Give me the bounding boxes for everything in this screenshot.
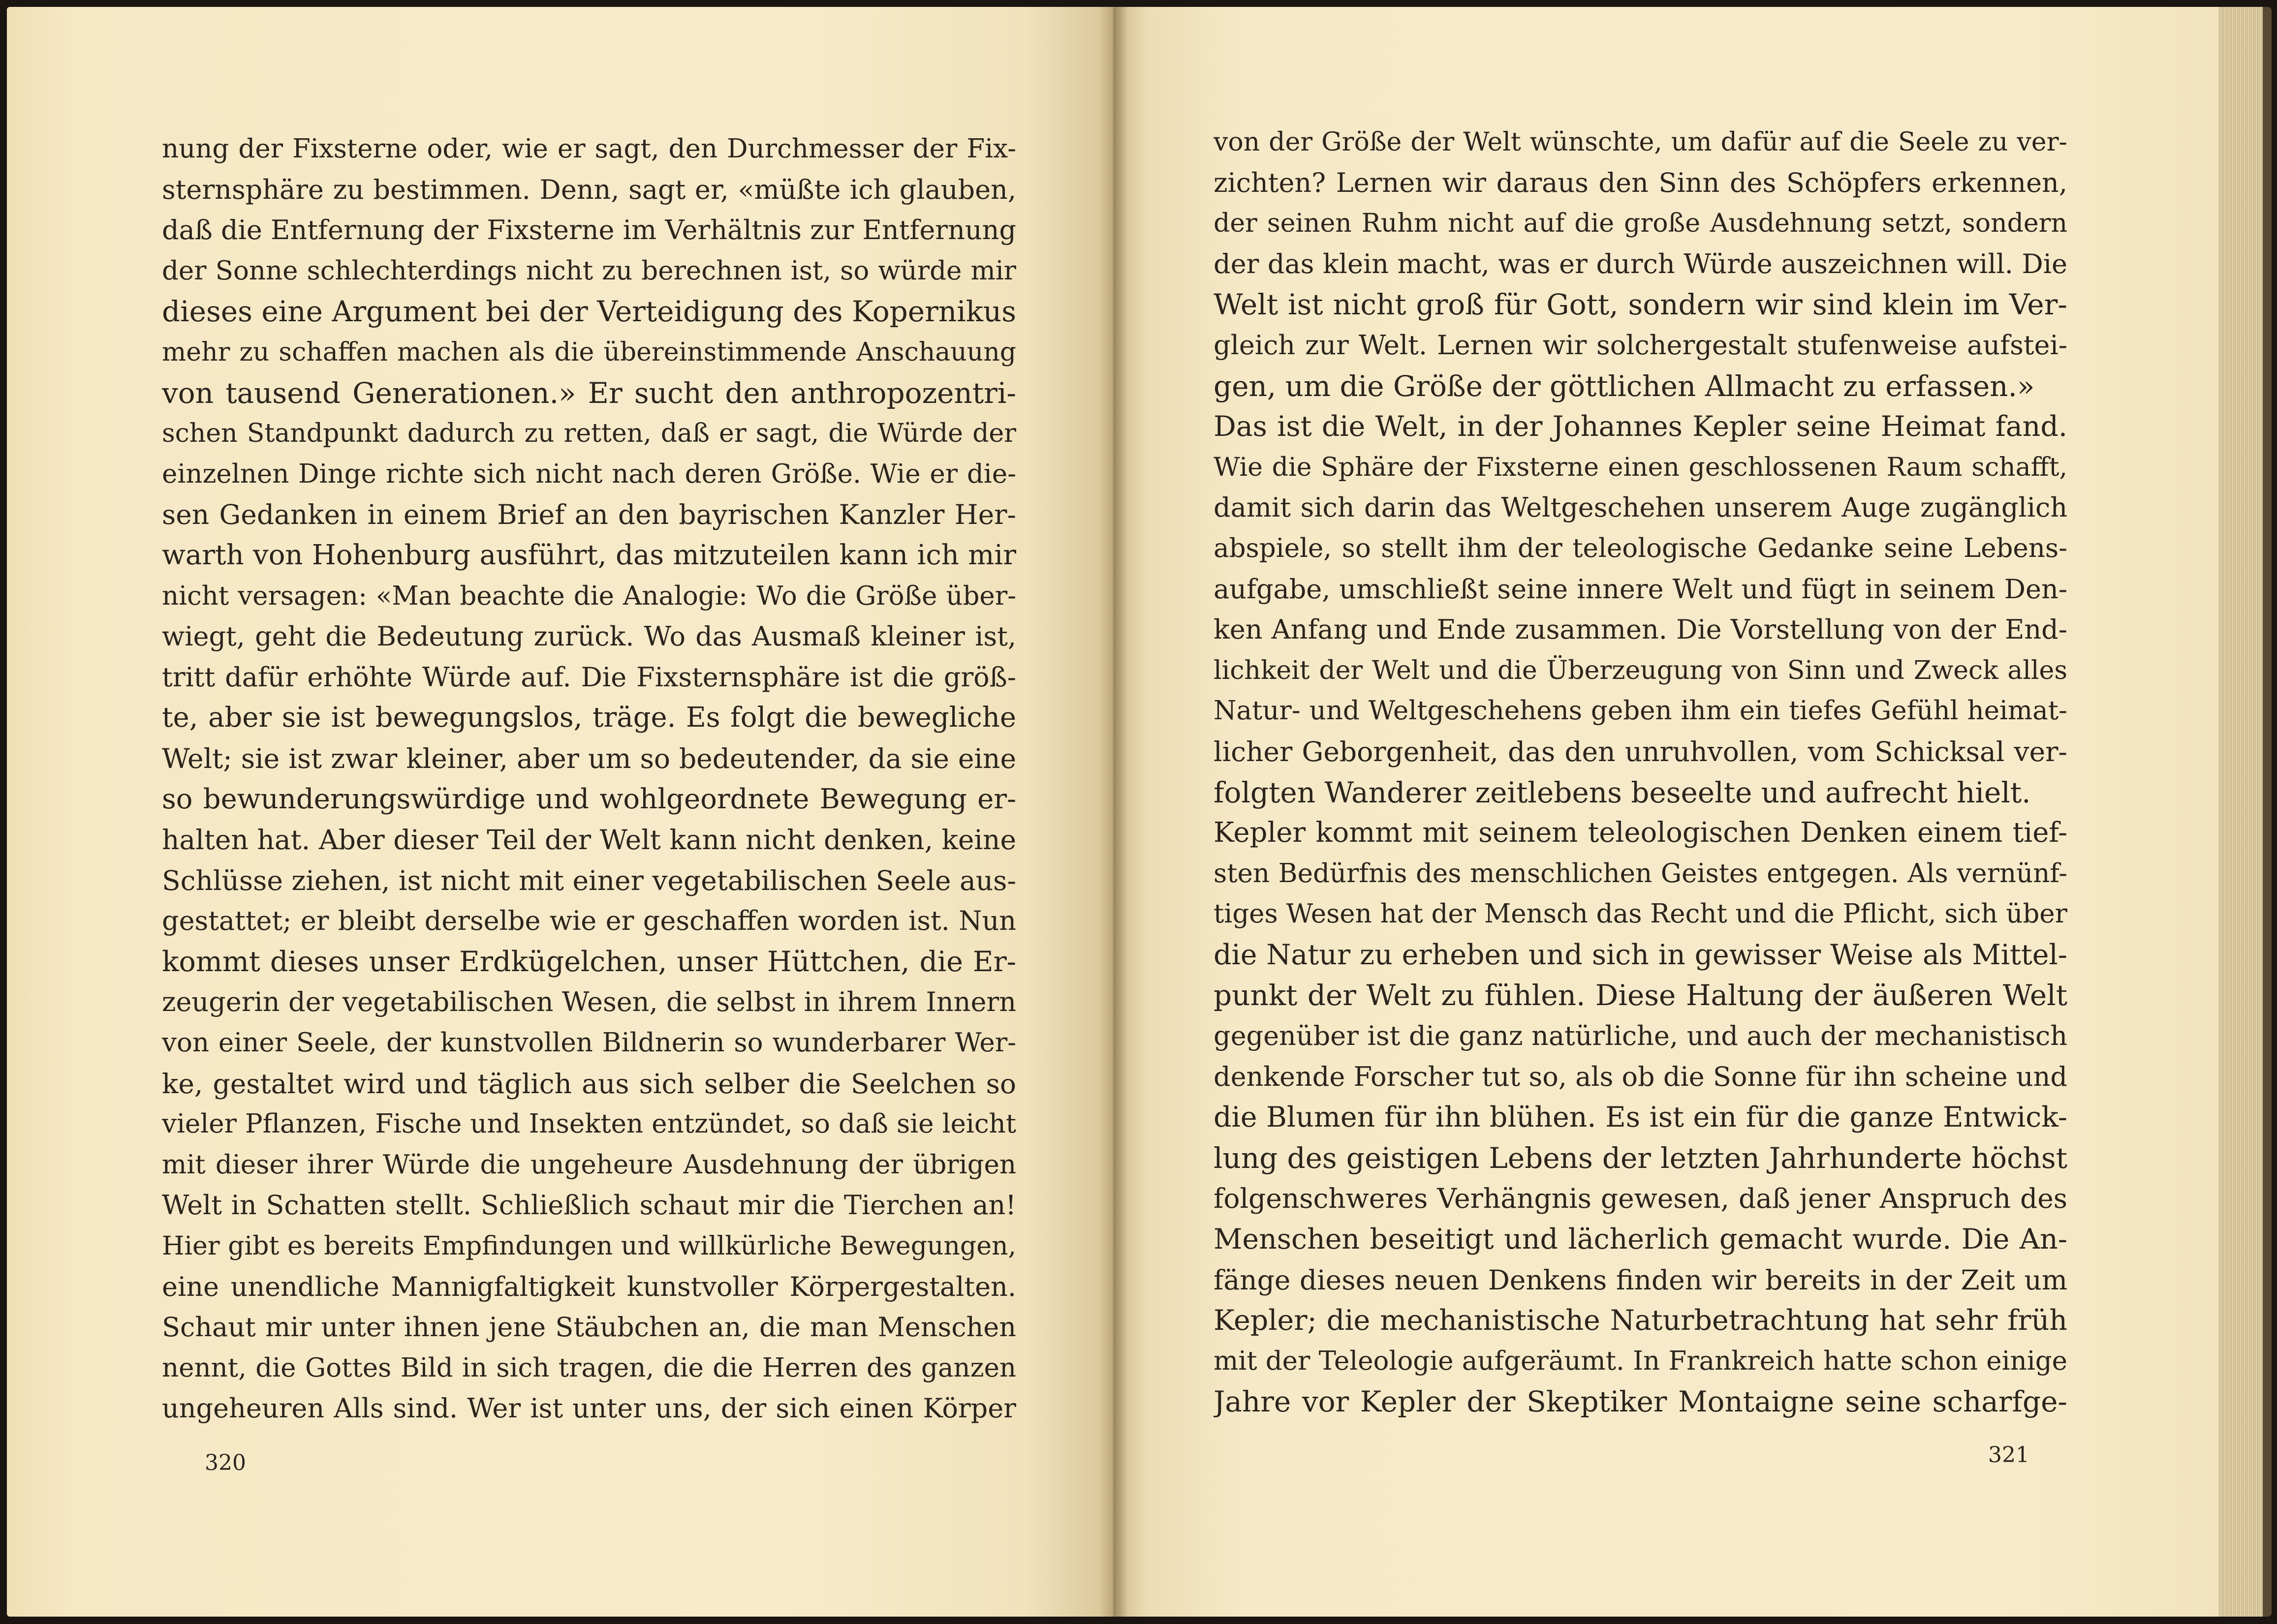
text-line: folgenschweres Verhängnis gewesen, daß jener Anspruch des bbox=[1214, 1183, 2067, 1215]
text-line: folgten Wanderer zeitlebens beseelte und aufrecht hielt. bbox=[1214, 775, 2031, 809]
text-line: tiges Wesen hat der Mensch das Recht und die Pflicht, sich über bbox=[1214, 899, 2067, 929]
text-line: warth von Hohenburg ausführt, das mitzuteilen kann ich mir bbox=[162, 539, 1016, 571]
text-line: so bewunderungswürdige und wohlgeordnete Bewegung er- bbox=[162, 783, 1016, 815]
text-line: dieses eine Argument bei der Verteidigung des Kopernikus bbox=[162, 295, 1016, 329]
text-line: Schlüsse ziehen, ist nicht mit einer vegetabilischen Seele aus- bbox=[162, 864, 1016, 896]
text-line: licher Geborgenheit, das den unruhvollen, vom Schicksal ver- bbox=[1214, 735, 2067, 767]
text-line: nicht versagen: «Man beachte die Analogie: Wo die Größe über- bbox=[162, 581, 1016, 611]
page-number-right: 321 bbox=[1988, 1442, 2029, 1468]
text-line: sen Gedanken in einem Brief an den bayrischen Kanzler Her- bbox=[162, 499, 1016, 531]
text-line: Das ist die Welt, in der Johannes Kepler seine Heimat fand. bbox=[1214, 410, 2067, 443]
text-line: der seinen Ruhm nicht auf die große Ausdehnung setzt, sondern bbox=[1214, 209, 2067, 239]
text-line: tritt dafür erhöhte Würde auf. Die Fixsternsphäre ist die größ- bbox=[162, 661, 1016, 693]
text-line: gegenüber ist die ganz natürliche, und auch der mechanistisch bbox=[1214, 1020, 2067, 1052]
text-line: gestattet; er bleibt derselbe wie er geschaffen worden ist. Nun bbox=[162, 905, 1016, 937]
text-line: abspiele, so stellt ihm der teleologische Gedanke seine Lebens- bbox=[1214, 533, 2067, 563]
text-line: Kepler kommt mit seinem teleologischen Denken einem tief- bbox=[1214, 817, 2067, 849]
text-line: von einer Seele, der kunstvollen Bildnerin so wunderbarer Wer- bbox=[162, 1028, 1016, 1058]
text-line: fänge dieses neuen Denkens finden wir bereits in der Zeit um bbox=[1214, 1264, 2067, 1296]
text-line: sten Bedürfnis des menschlichen Geistes entgegen. Als vernünf- bbox=[1214, 858, 2067, 889]
text-line: Menschen beseitigt und lächerlich gemacht wurde. Die An- bbox=[1214, 1223, 2067, 1256]
text-line: mit dieser ihrer Würde die ungeheure Ausdehnung der übrigen bbox=[162, 1149, 1016, 1180]
text-line: die Blumen für ihn blühen. Es ist ein für die ganze Entwick- bbox=[1214, 1101, 2067, 1134]
text-line: mehr zu schaffen machen als die übereinstimmende Anschauung bbox=[162, 337, 1016, 367]
text-line: Jahre vor Kepler der Skeptiker Montaigne seine scharfge- bbox=[1214, 1385, 2067, 1419]
text-line: gleich zur Welt. Lernen wir solchergestalt stufenweise aufstei- bbox=[1214, 329, 2067, 361]
text-line: Natur- und Weltgeschehens geben ihm ein tiefes Gefühl heimat- bbox=[1214, 696, 2067, 726]
text-line: einzelnen Dinge richte sich nicht nach deren Größe. Wie er die- bbox=[162, 459, 1016, 489]
text-line: der Sonne schlechterdings nicht zu berechnen ist, so würde mir bbox=[162, 255, 1016, 286]
text-line: denkende Forscher tut so, als ob die Sonne für ihn scheine und bbox=[1214, 1061, 2067, 1092]
text-line: Welt ist nicht groß für Gott, sondern wir sind klein im Ver- bbox=[1214, 288, 2067, 322]
book-gutter bbox=[1098, 7, 1128, 1617]
cover-edge bbox=[2263, 7, 2272, 1617]
text-line: Hier gibt es bereits Empfindungen und willkürliche Bewegungen, bbox=[162, 1231, 1016, 1261]
text-line: lung des geistigen Lebens der letzten Jahrhunderte höchst bbox=[1214, 1141, 2067, 1175]
left-page-text bbox=[162, 129, 1016, 1429]
text-line: mit der Teleologie aufgeräumt. In Frankreich hatte schon einige bbox=[1214, 1346, 2067, 1376]
text-line: schen Standpunkt dadurch zu retten, daß er sagt, die Würde der bbox=[162, 419, 1016, 449]
text-line: der das klein macht, was er durch Würde auszeichnen will. Die bbox=[1214, 248, 2067, 279]
text-line: zeugerin der vegetabilischen Wesen, die selbst in ihrem Innern bbox=[162, 986, 1016, 1018]
text-line: ke, gestaltet wird und täglich aus sich selber die Seelchen so bbox=[162, 1068, 1016, 1100]
text-line: kommt dieses unser Erdkügelchen, unser Hüttchen, die Er- bbox=[162, 945, 1016, 978]
text-line: die Natur zu erheben und sich in gewisser Weise als Mittel- bbox=[1214, 938, 2067, 971]
right-page-text bbox=[1214, 122, 2067, 1422]
text-line: gen, um die Größe der göttlichen Allmacht zu erfassen.» bbox=[1214, 369, 2035, 403]
text-line: Wie die Sphäre der Fixsterne einen geschlossenen Raum schafft, bbox=[1214, 452, 2067, 482]
text-line: punkt der Welt zu fühlen. Diese Haltung der äußeren Welt bbox=[1214, 979, 2067, 1012]
text-line: Kepler; die mechanistische Naturbetrachtung hat sehr früh bbox=[1214, 1304, 2067, 1337]
text-line: lichkeit der Welt und die Überzeugung von Sinn und Zweck alles bbox=[1214, 655, 2067, 685]
text-line: ungeheuren Alls sind. Wer ist unter uns, der sich einen Körper bbox=[162, 1393, 1016, 1424]
text-line: te, aber sie ist bewegungslos, träge. Es folgt die bewegliche bbox=[162, 702, 1016, 734]
text-line: sternsphäre zu bestimmen. Denn, sagt er, «müßte ich glauben, bbox=[162, 174, 1016, 205]
text-line: von der Größe der Welt wünschte, um dafür auf die Seele zu ver- bbox=[1214, 127, 2067, 157]
text-line: ken Anfang und Ende zusammen. Die Vorstellung von der End- bbox=[1214, 614, 2067, 645]
text-line: Welt in Schatten stellt. Schließlich schaut mir die Tierchen an! bbox=[162, 1190, 1016, 1221]
text-line: damit sich darin das Weltgeschehen unserem Auge zugänglich bbox=[1214, 492, 2067, 523]
text-line: vieler Pflanzen, Fische und Insekten entzündet, so daß sie leicht bbox=[162, 1109, 1016, 1139]
text-line: daß die Entfernung der Fixsterne im Verhältnis zur Entfernung bbox=[162, 214, 1016, 246]
text-line: aufgabe, umschließt seine innere Welt und fügt in seinem Den- bbox=[1214, 573, 2067, 605]
text-line: zichten? Lernen wir daraus den Sinn des Schöpfers erkennen, bbox=[1214, 167, 2067, 198]
text-line: wiegt, geht die Bedeutung zurück. Wo das Ausmaß kleiner ist, bbox=[162, 621, 1016, 652]
text-line: Welt; sie ist zwar kleiner, aber um so bedeutender, da sie eine bbox=[162, 742, 1016, 774]
page-number-left: 320 bbox=[205, 1450, 246, 1475]
text-line: von tausend Generationen.» Er sucht den anthropozentri- bbox=[162, 376, 1016, 410]
text-line: nennt, die Gottes Bild in sich tragen, die die Herren des ganzen bbox=[162, 1352, 1016, 1383]
text-line: Schaut mir unter ihnen jene Stäubchen an, die man Menschen bbox=[162, 1312, 1016, 1343]
text-line: nung der Fixsterne oder, wie er sagt, den Durchmesser der Fix- bbox=[162, 134, 1016, 164]
text-line: halten hat. Aber dieser Teil der Welt kann nicht denken, keine bbox=[162, 824, 1016, 856]
text-line: eine unendliche Mannigfaltigkeit kunstvoller Körpergestalten. bbox=[162, 1271, 1016, 1302]
